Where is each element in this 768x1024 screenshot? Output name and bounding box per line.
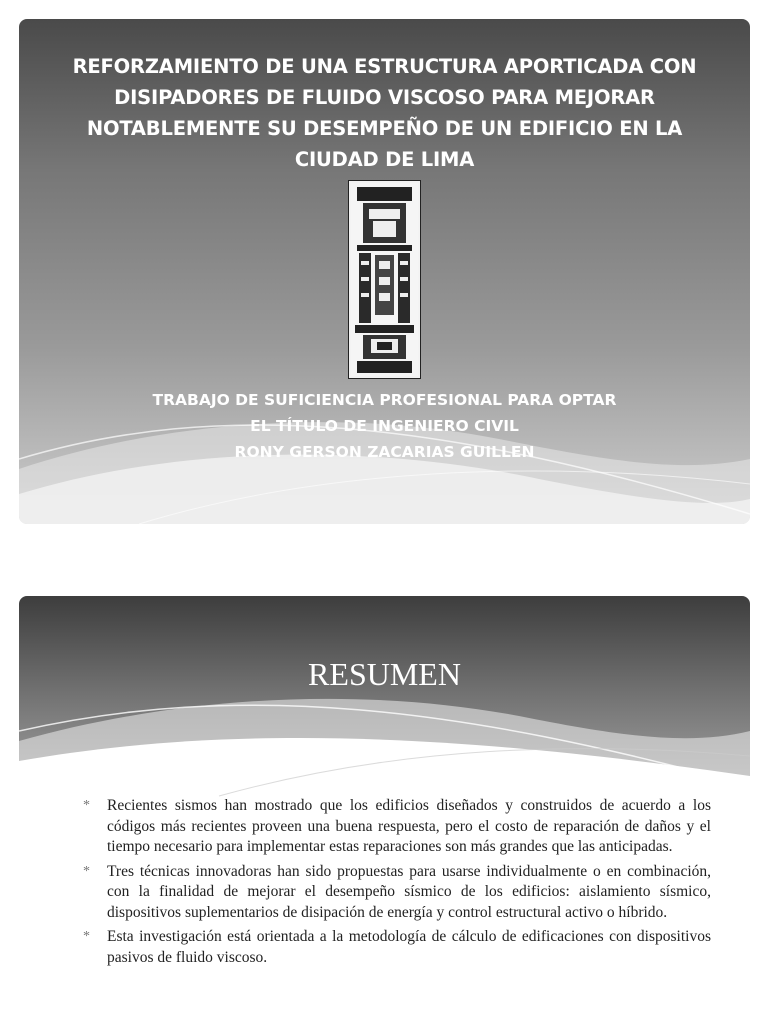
university-crest-icon xyxy=(348,180,421,379)
asterisk-icon: * xyxy=(83,863,90,879)
list-item xyxy=(79,862,711,924)
subtitle-line: TRABAJO DE SUFICIENCIA PROFESIONAL PARA OPTAR xyxy=(152,391,617,409)
bullet-text: Recientes sismos han mostrado que los edificios diseñados y construidos de acuerdo a los códigos más recientes proveen una buena respuesta, pero el costo de reparación de daños y el tiempo necesario para implementar estas reparaciones son más grandes que las anticipadas. xyxy=(107,797,711,855)
decorative-wave xyxy=(19,686,750,806)
subtitle-line: EL TÍTULO DE INGENIERO CIVIL xyxy=(250,417,519,435)
title-line: DISIPADORES DE FLUIDO VISCOSO PARA MEJORAR xyxy=(114,86,655,109)
summary-bullet-list xyxy=(79,796,711,972)
asterisk-icon: * xyxy=(83,798,90,813)
bullet-text: Esta investigación está orientada a la metodología de cálculo de edificaciones con dispositivos pasivos de fluido viscoso. xyxy=(107,928,711,966)
summary-slide xyxy=(19,596,750,1024)
list-item xyxy=(79,927,711,968)
asterisk-icon: * xyxy=(83,929,90,944)
title-line: REFORZAMIENTO DE UNA ESTRUCTURA APORTICADA CON xyxy=(72,55,697,78)
presentation-title xyxy=(59,51,710,175)
title-line: NOTABLEMENTE SU DESEMPEÑO DE UN EDIFICIO EN LA xyxy=(86,117,683,140)
title-line: CIUDAD DE LIMA xyxy=(294,148,475,171)
bullet-text: Tres técnicas innovadoras han sido propuestas para usarse individualmente o en combinación, con la finalidad de mejorar el desempeño sísmico de los edificios: aislamiento sísmico, dispositivos suplementarios de disipación de energía y control estructural activo o híbrido. xyxy=(107,862,711,921)
slide-heading: RESUMEN xyxy=(308,656,461,692)
author-name: RONY GERSON ZACARIAS GUILLEN xyxy=(234,443,535,461)
presentation-subtitle xyxy=(79,387,690,465)
title-slide xyxy=(19,19,750,524)
list-item xyxy=(79,796,711,858)
